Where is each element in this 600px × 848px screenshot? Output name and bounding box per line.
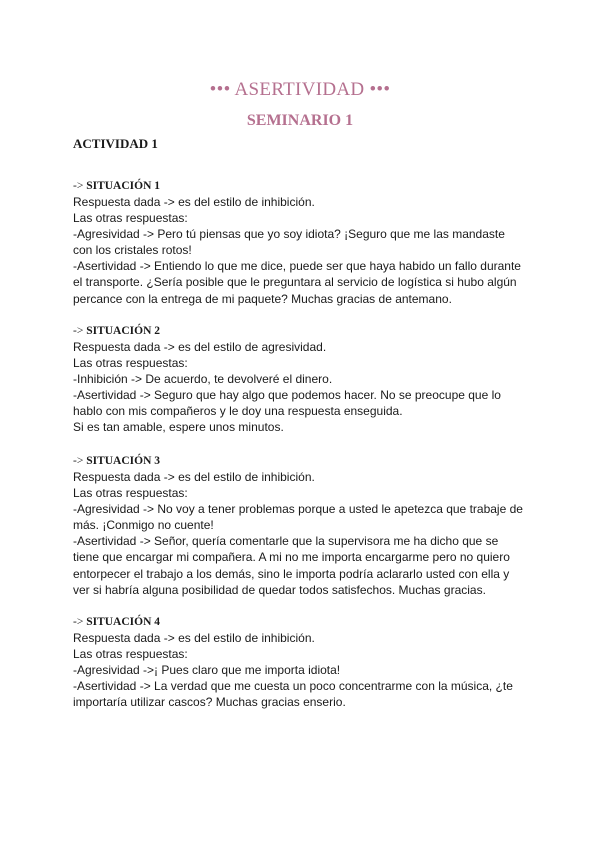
- text-line: -Asertividad -> Seguro que hay algo que podemos hacer. No se preocupe que lo: [73, 388, 501, 403]
- text-line: Las otras respuestas:: [73, 647, 188, 662]
- text-line: el transporte. ¿Sería posible que le preguntara al servicio de logística si hubo algún: [73, 275, 517, 290]
- page-title: ••• ASERTIVIDAD •••: [209, 79, 391, 100]
- situation-arrow: ->: [73, 325, 87, 337]
- text-line: -Agresividad -> No voy a tener problemas porque a usted le apetezca que trabaje de: [73, 502, 523, 517]
- text-line: -Inhibición -> De acuerdo, te devolveré el dinero.: [73, 372, 333, 387]
- situation-2: [73, 323, 533, 436]
- text-line: -Asertividad -> La verdad que me cuesta un poco concentrarme con la música, ¿te: [73, 679, 513, 694]
- activity-heading: ACTIVIDAD 1: [73, 136, 158, 151]
- text-line: ver si habría alguna posibilidad de quedar todos satisfechos. Muchas gracias.: [73, 582, 486, 597]
- text-line: Si es tan amable, espere unos minutos.: [73, 420, 284, 435]
- situation-label: SITUACIÓN 3: [86, 455, 161, 467]
- text-line: Las otras respuestas:: [73, 211, 188, 226]
- text-line: con los cristales rotos!: [73, 243, 192, 258]
- text-line: -Agresividad -> Pero tú piensas que yo soy idiota? ¡Seguro que me las mandaste: [73, 227, 505, 242]
- situation-4: [73, 614, 533, 710]
- text-line: Respuesta dada -> es del estilo de agresividad.: [73, 340, 327, 354]
- text-line: hablo con mis compañeros y le doy una respuesta enseguida.: [73, 404, 403, 419]
- text-line: Las otras respuestas:: [73, 486, 188, 501]
- text-line: -Asertividad -> Señor, quería comentarle que la supervisora me ha dicho que se: [73, 534, 499, 549]
- situation-heading: [73, 614, 533, 630]
- text-line: Respuesta dada -> es del estilo de inhibición.: [73, 470, 315, 484]
- text-line: tiene que encargar mi compañera. A mi no me importa encargarme pero no quiero: [73, 550, 510, 565]
- situation-heading: [73, 178, 533, 194]
- text-line: Respuesta dada -> es del estilo de inhibición.: [73, 631, 315, 645]
- text-line: importaría utilizar cascos? Muchas gracias enserio.: [73, 695, 346, 710]
- situation-heading: [73, 323, 533, 339]
- situation-label: SITUACIÓN 2: [86, 325, 161, 337]
- situation-label: SITUACIÓN 4: [86, 616, 161, 628]
- text-line: entorpecer el trabajo a los demás, sino le importa podría aclararlo usted con ella y: [73, 566, 510, 581]
- text-line: percance con la entrega de mi paquete? Muchas gracias de antemano.: [73, 291, 452, 306]
- text-line: -Asertividad -> Entiendo lo que me dice, puede ser que haya habido un fallo durante: [73, 259, 521, 274]
- text-line: Las otras respuestas:: [73, 356, 188, 371]
- situation-arrow: ->: [73, 455, 87, 467]
- situation-1: [73, 178, 533, 307]
- situation-heading: [73, 453, 533, 469]
- situation-label: SITUACIÓN 1: [86, 180, 161, 192]
- text-line: más. ¡Conmigo no cuente!: [73, 518, 214, 533]
- situation-3: [73, 453, 533, 598]
- situation-arrow: ->: [73, 616, 87, 628]
- page-subtitle: SEMINARIO 1: [246, 112, 354, 129]
- text-line: -Agresividad ->¡ Pues claro que me importa idiota!: [73, 663, 341, 678]
- situation-arrow: ->: [73, 180, 87, 192]
- text-line: Respuesta dada -> es del estilo de inhibición.: [73, 195, 315, 209]
